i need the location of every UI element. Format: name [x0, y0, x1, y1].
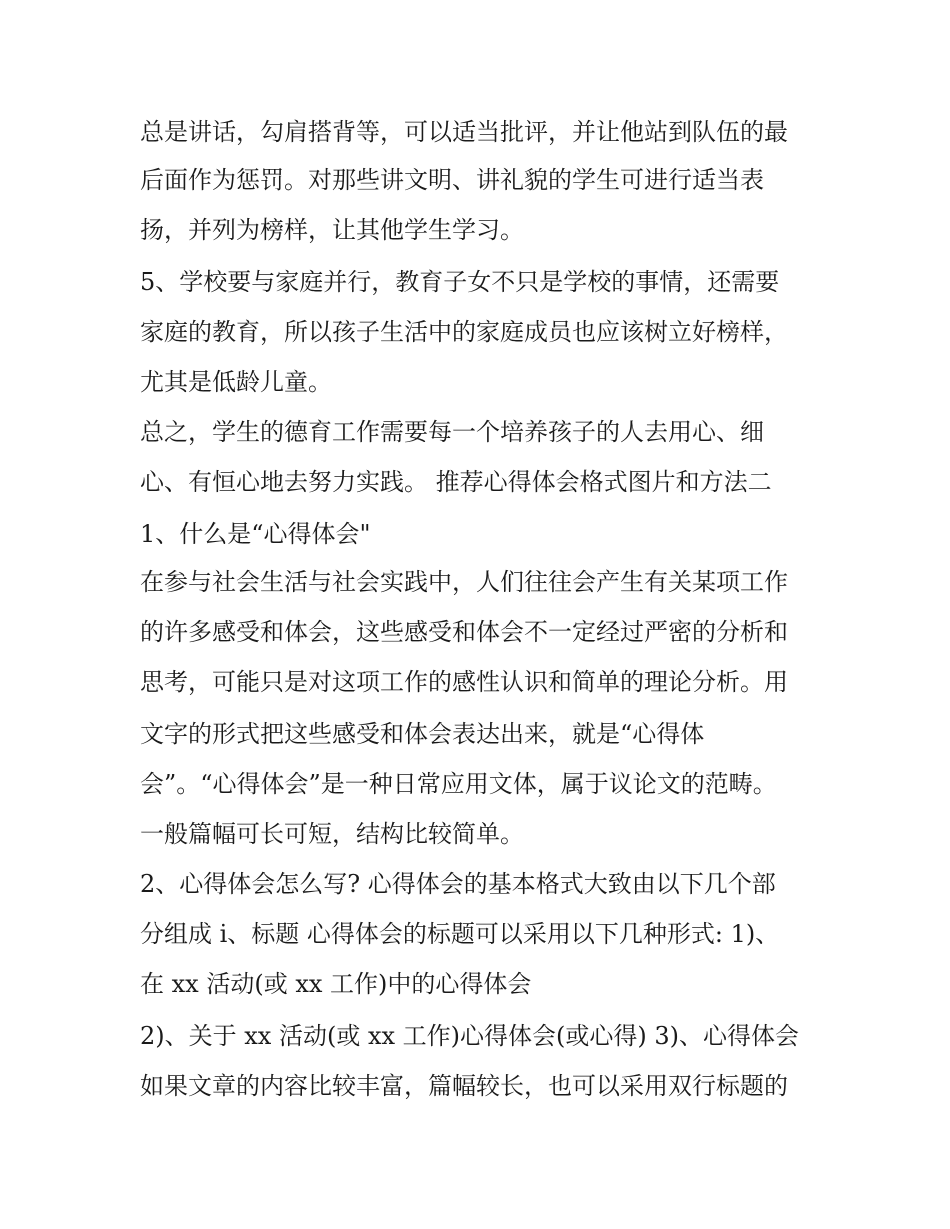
text-line: 尤其是低龄儿童。: [140, 368, 332, 396]
text-line: 的许多感受和体会，这些感受和体会不一定经过严密的分析和: [140, 618, 788, 646]
text-line: 思考，可能只是对这项工作的感性认识和简单的理论分析。用: [140, 668, 788, 696]
text-line: 总之，学生的德育工作需要每一个培养孩子的人去用心、细: [140, 418, 764, 446]
text-line: 后面作为惩罚。对那些讲文明、讲礼貌的学生可进行适当表: [140, 166, 764, 194]
text-line: 如果文章的内容比较丰富，篇幅较长，也可以采用双行标题的: [140, 1072, 788, 1100]
text-line: 分组成 i、标题 心得体会的标题可以采用以下几种形式: 1)、: [140, 920, 780, 948]
text-line: 扬，并列为榜样，让其他学生学习。: [140, 216, 524, 244]
text-line: 文字的形式把这些感受和体会表达出来，就是“心得体: [140, 720, 705, 748]
text-line: 一般篇幅可长可短，结构比较简单。: [140, 820, 524, 848]
text-line: 心、有恒心地去努力实践。 推荐心得体会格式图片和方法二: [140, 468, 772, 496]
text-line: 2、心得体会怎么写? 心得体会的基本格式大致由以下几个部: [140, 870, 776, 898]
text-line: 在参与社会生活与社会实践中，人们往往会产生有关某项工作: [140, 568, 788, 596]
text-line: 家庭的教育，所以孩子生活中的家庭成员也应该树立好榜样，: [140, 318, 788, 346]
text-line: 1、什么是“心得体会": [140, 520, 371, 548]
text-line: 总是讲话，勾肩搭背等，可以适当批评，并让他站到队伍的最: [140, 118, 788, 146]
text-line: 5、学校要与家庭并行，教育子女不只是学校的事情，还需要: [140, 268, 780, 296]
text-line: 会”。“心得体会”是一种日常应用文体，属于议论文的范畴。: [140, 770, 777, 798]
text-line: 在 xx 活动(或 xx 工作)中的心得体会: [140, 970, 532, 998]
text-line: 2)、关于 xx 活动(或 xx 工作)心得体会(或心得) 3)、心得体会: [140, 1022, 800, 1050]
